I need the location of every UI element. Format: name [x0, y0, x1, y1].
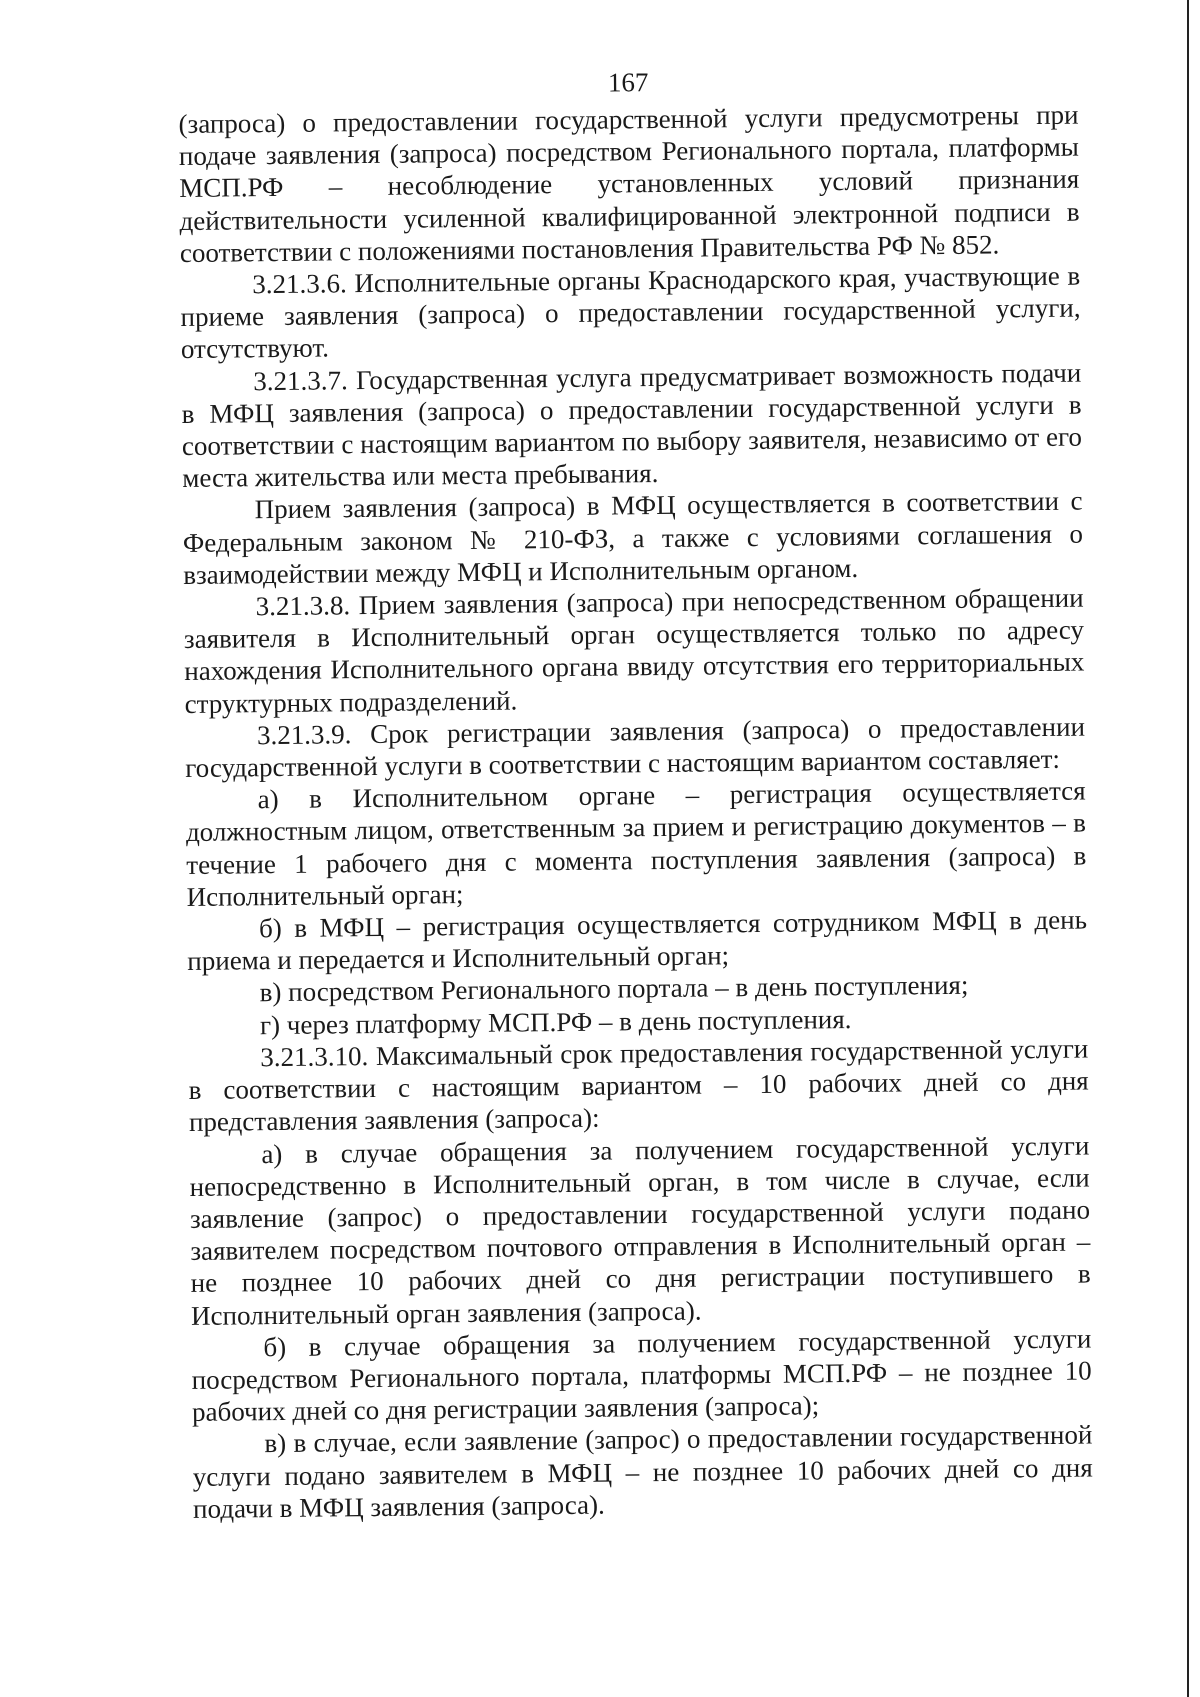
- document-page: [178, 61, 1093, 1525]
- document-body: [178, 99, 1093, 1525]
- paragraph-3-21-3-8: 3.21.3.8. Прием заявления (запроса) при непосредственном обращении заявителя в Исполнительный орган осуществляется только по адресу нахождения Исполнительного органа ввиду отсутствия его территориальных структурных подразделений.: [183, 582, 1085, 719]
- paragraph-3-21-3-9: 3.21.3.9. Срок регистрации заявления (запроса) о предоставлении государственной услуги в соответствии с настоящим вариантом составляет:: [185, 711, 1086, 784]
- paragraph-mfc-reception: Прием заявления (запроса) в МФЦ осуществляется в соответствии с Федеральным законом № 210-ФЗ, а также с условиями соглашения о взаимодействии между МФЦ и Исполнительным органом.: [182, 485, 1084, 590]
- list-item-a-registration: а) в Исполнительном органе – регистрация осуществляется должностным лицом, ответственным за прием и регистрацию документов – в течение 1 рабочего дня с момента поступления заявления (запроса) в Исполнительный орган;: [185, 775, 1087, 912]
- list-item-b-term: б) в случае обращения за получением государственной услуги посредством Регионального портала, платформы МСП.РФ – не позднее 10 рабочих дней со дня регистрации заявления (запроса);: [191, 1323, 1092, 1428]
- page-number: 167: [607, 67, 649, 98]
- list-item-a-term: а) в случае обращения за получением государственной услуги непосредственно в Исполнительный орган, в том числе в случае, если заявление (запрос) о предоставлении государственной услуги подано заявителем посредством почтового отправления в Исполнительный орган – не позднее 10 рабочих дней со дня регистрации поступившего в Исполнительный орган заявления (запроса).: [189, 1130, 1091, 1331]
- list-item-g-registration: г) через платформу МСП.РФ – в день поступления.: [259, 1003, 852, 1040]
- list-item-v-registration: в) посредством Регионального портала – в день поступления;: [259, 970, 969, 1008]
- scan-edge-line: [1187, 0, 1189, 1697]
- list-item-v-term: в) в случае, если заявление (запрос) о предоставлении государственной услуги подано заявителем в МФЦ – не позднее 10 рабочих дней со дня подачи в МФЦ заявления (запроса).: [192, 1419, 1093, 1524]
- paragraph-3-21-3-10: 3.21.3.10. Максимальный срок предоставления государственной услуги в соответствии с настоящим вариантом – 10 рабочих дней со дня представления заявления (запроса):: [188, 1033, 1089, 1138]
- list-item-b-registration: б) в МФЦ – регистрация осуществляется сотрудником МФЦ в день приема и передается и Исполнительный орган;: [187, 904, 1088, 977]
- paragraph-3-21-3-6: 3.21.3.6. Исполнительные органы Краснодарского края, участвующие в приеме заявления (запроса) о предоставлении государственной услуги, отсутствуют.: [180, 260, 1081, 365]
- paragraph-3-21-3-7: 3.21.3.7. Государственная услуга предусматривает возможность подачи в МФЦ заявления (запроса) о предоставлении государственной услуги в соответствии с настоящим вариантом по выбору заявителя, независимо от его места жительства или места пребывания.: [181, 357, 1083, 494]
- paragraph-continuation: (запроса) о предоставлении государственной услуги предусмотрены при подаче заявления (запроса) посредством Регионального портала, платформы МСП.РФ – несоблюдение установленных условий признания действительности усиленной квалифицированной электронной подписи в соответствии с положениями постановления Правительства РФ № 852.: [178, 99, 1080, 268]
